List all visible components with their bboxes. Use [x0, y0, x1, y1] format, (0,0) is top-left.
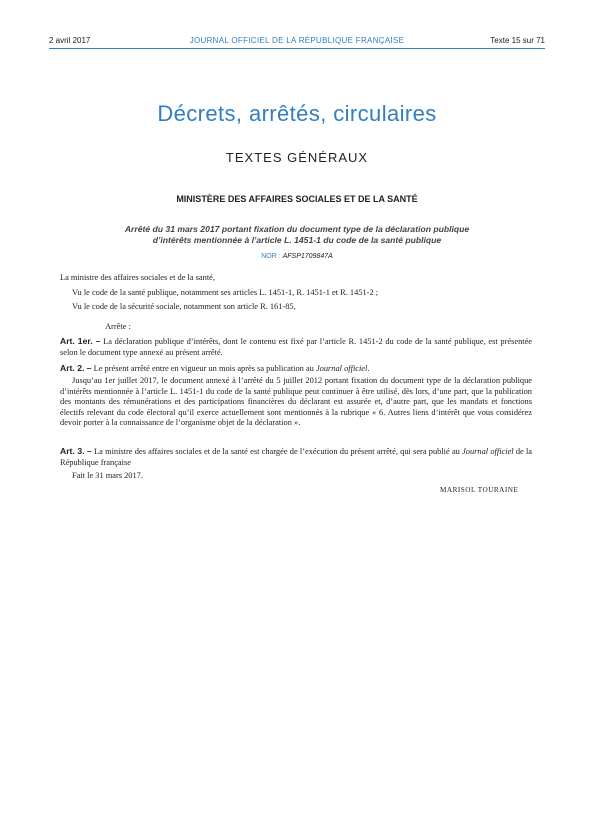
arrete-title — [70, 224, 524, 246]
journal-officiel-ref: Journal officiel — [462, 447, 514, 456]
header-rule — [49, 48, 545, 49]
subsection-title: TEXTES GÉNÉRAUX — [225, 150, 369, 165]
done-at: Fait le 31 mars 2017. — [72, 471, 143, 480]
nor-reference — [0, 253, 594, 260]
preamble-line: Vu le code de la sécurité sociale, notamment son article R. 161-85, — [72, 302, 296, 311]
preamble-line: La ministre des affaires sociales et de la santé, — [60, 273, 215, 282]
article-3 — [60, 446, 532, 468]
journal-officiel-ref: Journal officiel — [315, 364, 368, 373]
arrete-word: Arrête : — [105, 322, 131, 331]
article-1-text: La déclaration publique d’intérêts, dont le contenu est fixé par l’article R. 1451-2 du code de la santé publique, est présentée selon le document type annexé au présent arrêté. — [60, 337, 533, 357]
article-2-label: Art. 2. – — [60, 363, 92, 373]
article-3-text-end: de la République française — [60, 447, 533, 467]
preamble — [60, 273, 532, 313]
article-3-text: La ministre des affaires sociales et de la santé est chargée de l’exécution du présent arrêté, qui sera publié au — [94, 447, 463, 456]
article-2-text-end: . — [367, 364, 370, 373]
arrete-title-line-2: d’intérêts mentionnée à l’article L. 1451-1 du code de la santé publique — [152, 235, 442, 245]
nor-label: NOR : — [261, 253, 281, 260]
nor-value: AFSP1709847A — [282, 253, 333, 260]
header-journal-title: JOURNAL OFFICIEL DE LA RÉPUBLIQUE FRANÇAISE — [189, 36, 405, 45]
section-title: Décrets, arrêtés, circulaires — [157, 101, 437, 126]
article-1-label: Art. 1er. – — [60, 336, 101, 346]
article-1 — [60, 336, 532, 358]
ministry-heading: MINISTÈRE DES AFFAIRES SOCIALES ET DE LA SANTÉ — [176, 194, 418, 204]
article-2-text: Le présent arrêté entre en vigueur un mois après sa publication au — [93, 364, 316, 373]
signature: MARISOL TOURAINE — [440, 486, 519, 494]
article-3-label: Art. 3. – — [60, 446, 92, 456]
article-2 — [60, 363, 532, 375]
article-2-paragraph-2: Jusqu’au 1er juillet 2017, le document annexé à l’arrêté du 5 juillet 2012 portant fixation du document type de la déclaration publique d’intérêts mentionnée à l’article L. 1451-1 du code de la santé publique peut continuer à être utilisé, dès lors, d’une part, que la publication des montants des rémunérations et des participations financières du déclarant est assurée et, d’autre part, que les mandats et fonctions électifs relevant du code électoral qu’il exerce actuellement sont mentionnés à la rubrique « 6. Autres liens d’intérêt que vous considérez devoir porter à la connaissance de l’organisme objet de la déclaration ». — [60, 376, 532, 427]
preamble-line: Vu le code de la santé publique, notamment ses articles L. 1451-1, R. 1451-1 et R. 1451-2 ; — [72, 287, 379, 297]
header-text-number: Texte 15 sur 71 — [490, 36, 545, 45]
header-date: 2 avril 2017 — [49, 36, 91, 45]
arrete-title-line-1: Arrêté du 31 mars 2017 portant fixation du document type de la déclaration publique — [124, 224, 470, 234]
